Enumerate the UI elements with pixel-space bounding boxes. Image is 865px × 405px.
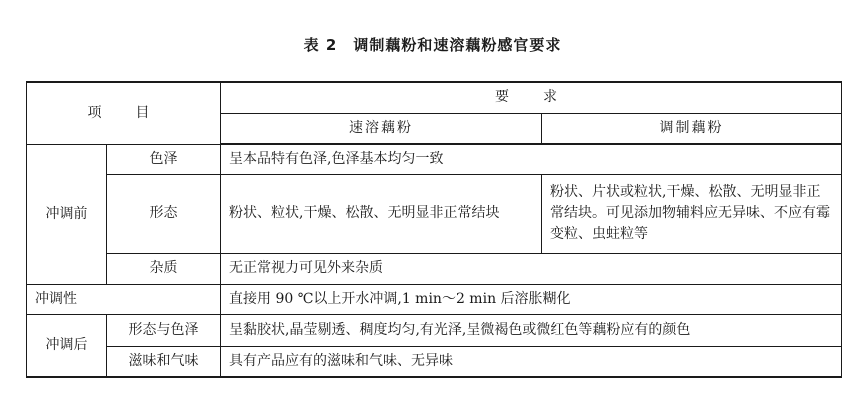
form-instant: 粉状、粒状,干燥、松散、无明显非正常结块 (221, 174, 542, 253)
header-row-top (27, 82, 842, 113)
form-label: 形态 (107, 174, 221, 253)
row-brewability (27, 284, 842, 314)
form-color-label: 形态与色泽 (107, 314, 221, 346)
row-form-color (27, 314, 842, 346)
table-number: 表 2 (303, 36, 338, 54)
sensory-requirements-table (26, 81, 842, 378)
form-color-value: 呈黏胶状,晶莹剔透、稠度均匀,有光泽,呈微褐色或微红色等藕粉应有的颜色 (221, 314, 842, 346)
row-impurity (27, 253, 842, 284)
header-item: 项 目 (27, 82, 221, 144)
form-prepared: 粉状、片状或粒状,干燥、松散、无明显非正常结块。可见添加物辅料应无异味、不应有霉变粒、虫蛀粒等 (542, 174, 842, 253)
taste-label: 滋味和气味 (107, 346, 221, 377)
row-taste (27, 346, 842, 377)
table-title: 调制藕粉和速溶藕粉感官要求 (353, 36, 562, 54)
brewability-label: 冲调性 (27, 284, 221, 314)
impurity-label: 杂质 (107, 253, 221, 284)
color-label: 色泽 (107, 144, 221, 174)
header-requirement: 要 求 (221, 82, 842, 113)
impurity-value: 无正常视力可见外来杂质 (221, 253, 842, 284)
group-before: 冲调前 (27, 144, 107, 284)
group-after: 冲调后 (27, 314, 107, 377)
row-form (27, 174, 842, 253)
brewability-value: 直接用 90 ℃以上开水冲调,1 min～2 min 后溶胀糊化 (221, 284, 842, 314)
header-instant: 速溶藕粉 (221, 113, 542, 144)
table-caption (0, 34, 865, 55)
color-value: 呈本品特有色泽,色泽基本均匀一致 (221, 144, 842, 174)
taste-value: 具有产品应有的滋味和气味、无异味 (221, 346, 842, 377)
row-color (27, 144, 842, 174)
header-prepared: 调制藕粉 (542, 113, 842, 144)
